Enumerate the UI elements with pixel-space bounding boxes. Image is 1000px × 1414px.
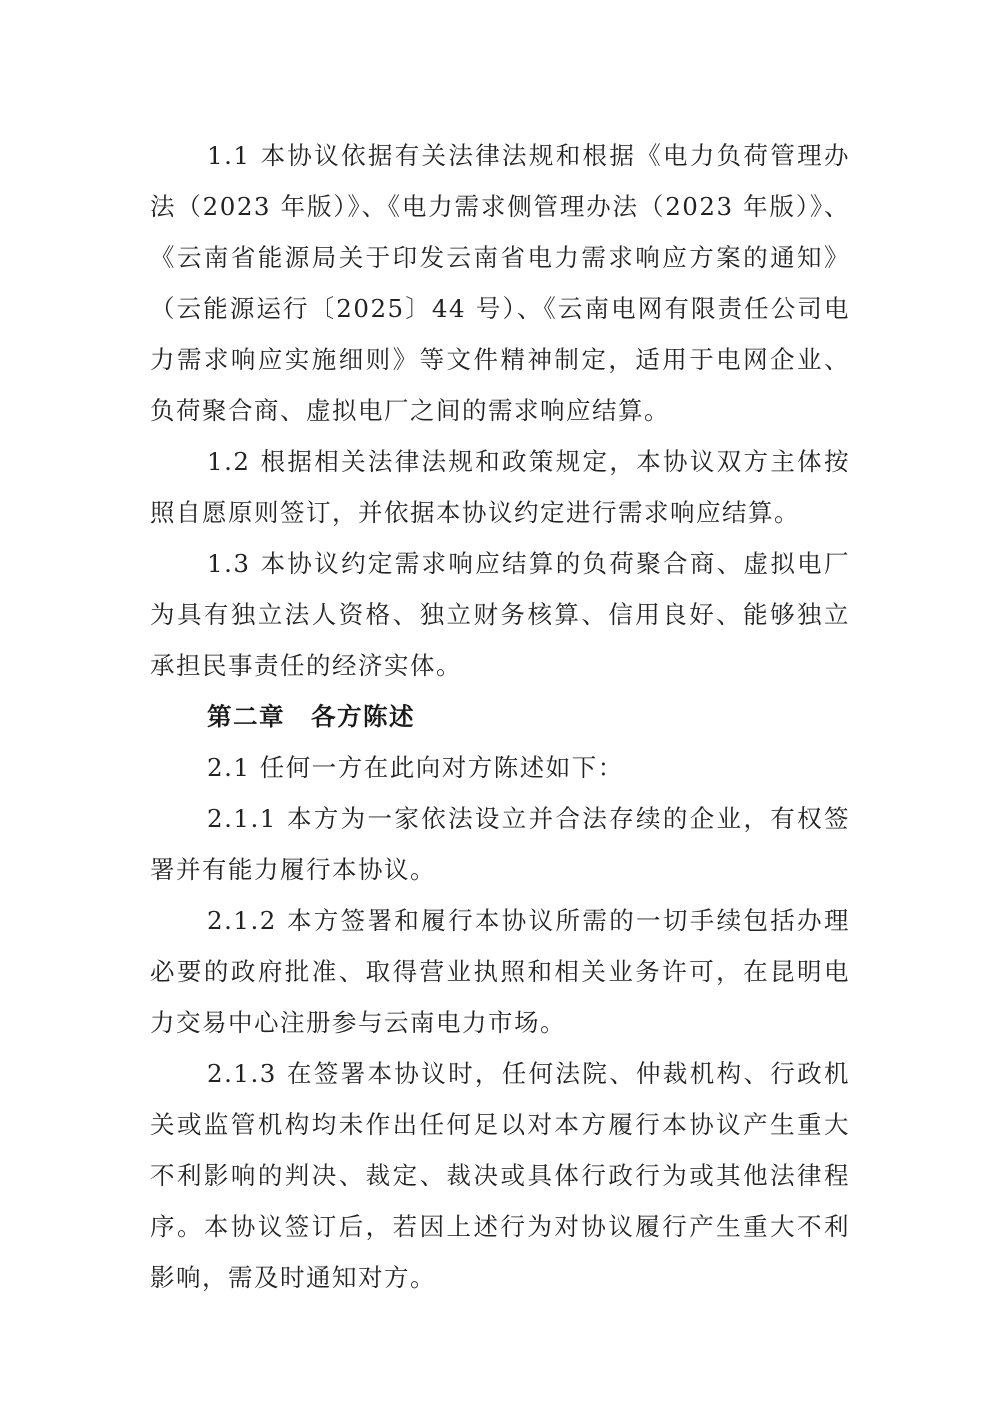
clause-1-1: 1.1 本协议依据有关法律法规和根据《电力负荷管理办法（2023 年版）》、《电力需求侧管理办法（2023 年版）》、《云南省能源局关于印发云南省电力需求响应方案的通知》（云能源运行〔2025〕44 号）、《云南电网有限责任公司电力需求响应实施细则》等文件精神制定，适用于电网企业、负荷聚合商、虚拟电厂之间的需求响应结算。 bbox=[150, 141, 850, 425]
clause-2-1-1: 2.1.1 本方为一家依法设立并合法存续的企业，有权签署并有能力履行本协议。 bbox=[150, 804, 850, 884]
clause-1-3: 1.3 本协议约定需求响应结算的负荷聚合商、虚拟电厂为具有独立法人资格、独立财务核算、信用良好、能够独立承担民事责任的经济实体。 bbox=[150, 549, 850, 680]
clause-1-2: 1.2 根据相关法律法规和政策规定，本协议双方主体按照自愿原则签订，并依据本协议约定进行需求响应结算。 bbox=[150, 447, 850, 527]
chapter-2-heading: 第二章 各方陈述 bbox=[207, 702, 415, 731]
clause-2-1-3: 2.1.3 在签署本协议时，任何法院、仲裁机构、行政机关或监管机构均未作出任何足以对本方履行本协议产生重大不利影响的判决、裁定、裁决或具体行政行为或其他法律程序。本协议签订后，若因上述行为对协议履行产生重大不利影响，需及时通知对方。 bbox=[150, 1059, 850, 1292]
document-body bbox=[150, 130, 850, 1303]
clause-2-1: 2.1 任何一方在此向对方陈述如下： bbox=[207, 753, 624, 782]
clause-2-1-2: 2.1.2 本方签署和履行本协议所需的一切手续包括办理必要的政府批准、取得营业执照和相关业务许可，在昆明电力交易中心注册参与云南电力市场。 bbox=[150, 906, 850, 1037]
